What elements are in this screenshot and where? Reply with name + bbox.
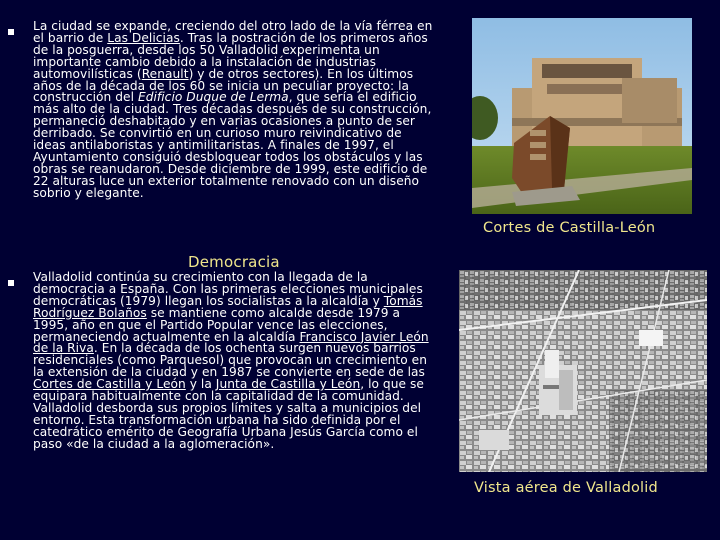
bullet-2 [8,280,14,286]
link-francisco-javier-leon[interactable]: Francisco Javier León de la Riva [33,329,429,356]
paragraph-democracy [33,272,437,451]
link-renault[interactable]: Renault [141,66,189,81]
para2-text-5: , lo que se equipara habitualmente con la capitalidad de la comunidad. Valladolid desborda sus propios límites y salta a municipios del entorno. Esta transformación urbana ha sido definida por el catedrático emérito de Geografía Urbana Jesús García como el paso «de la ciudad a la aglomeración». [33,377,424,451]
cortes-building-photo [472,18,692,214]
para1-text-1: La ciudad se expande, creciendo del otro lado de la vía férrea en el barrio de [33,19,433,45]
para2-text-1: Valladolid continúa su crecimiento con la llegada de la democracia a España. Con las primeras elecciones municipales democráticas (1979) llegan los socialistas a la alcaldía y [33,270,423,308]
paragraph-city-expansion [33,21,437,200]
bullet-1 [8,29,14,35]
para1-text-3: ) y de otros sectores). En los últimos años de la década de los 60 se inicia un peculiar proyecto: la construcción del [33,66,414,105]
para2-text-4: y la [185,377,216,392]
caption-aerial: Vista aérea de Valladolid [474,480,658,496]
para2-text-3: . En la década de los ochenta surgen nuevos barrios residenciales (como Parquesol) que provocan un crecimiento en la extensión de la ciudad y en 1987 se convierte en sede de las [33,341,427,380]
link-las-delicias[interactable]: Las Delicias [107,30,180,45]
aerial-view-image [459,270,707,472]
para1-text-4: , que sería el edificio más alto de la ciudad. Tres décadas después de su construcción, permaneció deshabitado y en varias ocasiones a punto de ser derribado. Se convirtió en un curioso muro reivindicativo de ideas antilaboristas y antimilitaristas. A finales de 1997, el Ayuntamiento consiguió desbloquear todos los obstáculos y las obras se reanudaron. Desde diciembre de 1999, este edificio de 22 alturas luce un exterior totalmente renovado con un diseño sobrio y elegante. [33,90,432,200]
para1-text-2: . Tras la postración de los primeros años de la posguerra, desde los 50 Valladolid experimenta un importante cambio debido a la instalación de industrias automovilísticas ( [33,30,428,81]
link-tomas-rodriguez-bolanos[interactable]: Tomás Rodríguez Bolaños [33,293,423,320]
section-title: Democracia [188,253,280,271]
cortes-building-image [472,18,692,214]
link-junta-castilla-leon[interactable]: Junta de Castilla y León [215,377,361,392]
building-name: Edificio Duque de Lerma [137,90,289,105]
para2-text-2: se mantiene como alcalde desde 1979 a 1995, año en que el Partido Popular vence las elecciones, permaneciendo actualmente en la alcaldía [33,305,401,344]
link-cortes-castilla-leon[interactable]: Cortes de Castilla y León [33,377,186,392]
aerial-view-photo [459,270,707,472]
caption-cortes: Cortes de Castilla-León [483,220,656,236]
